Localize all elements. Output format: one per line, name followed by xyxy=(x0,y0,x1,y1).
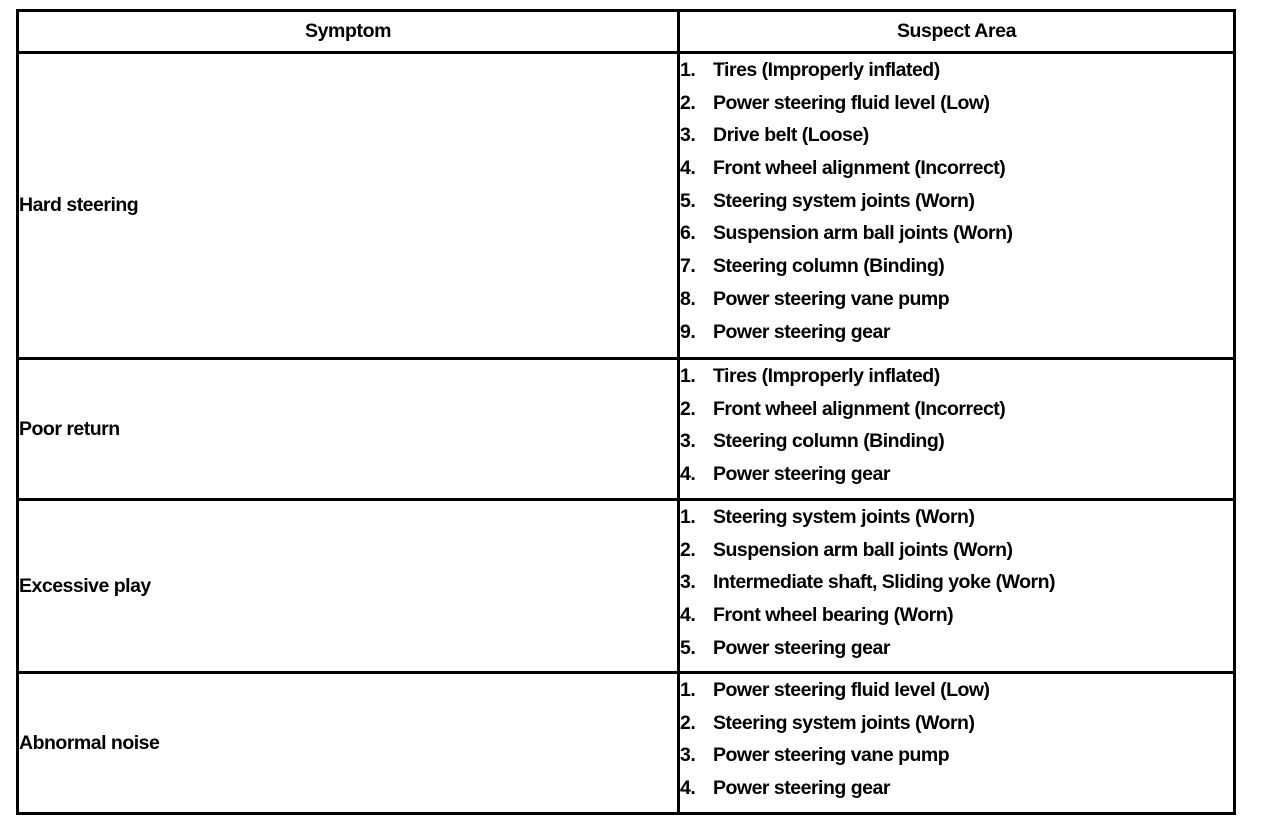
table-row xyxy=(18,500,1235,673)
item-number: 4. xyxy=(680,157,696,180)
list-item xyxy=(680,632,1233,665)
item-number: 5. xyxy=(680,636,696,659)
item-number: 7. xyxy=(680,255,696,278)
list-item xyxy=(680,87,1233,120)
item-number: 2. xyxy=(680,91,696,114)
suspect-area-cell xyxy=(679,359,1235,500)
item-text: Front wheel alignment (Incorrect) xyxy=(713,397,1006,420)
item-text: Steering system joints (Worn) xyxy=(713,711,975,734)
item-text: Power steering vane pump xyxy=(713,744,950,767)
item-text: Suspension arm ball joints (Worn) xyxy=(713,222,1013,245)
item-text: Power steering gear xyxy=(713,636,890,659)
list-item xyxy=(680,599,1233,632)
symptom-header: Symptom xyxy=(18,11,679,53)
list-item xyxy=(680,119,1233,152)
list-item xyxy=(680,54,1233,87)
item-number: 3. xyxy=(680,744,696,767)
list-item xyxy=(680,739,1233,772)
suspect-area-cell xyxy=(679,53,1235,359)
item-number: 3. xyxy=(680,571,696,594)
list-item xyxy=(680,674,1233,707)
list-item xyxy=(680,360,1233,393)
suspect-area-list xyxy=(680,54,1233,348)
item-number: 4. xyxy=(680,463,696,486)
suspect-area-cell xyxy=(679,500,1235,673)
item-text: Front wheel alignment (Incorrect) xyxy=(713,157,1006,180)
list-item xyxy=(680,250,1233,283)
list-item xyxy=(680,217,1233,250)
item-text: Steering column (Binding) xyxy=(713,430,945,453)
item-number: 3. xyxy=(680,430,696,453)
suspect-area-list xyxy=(680,674,1233,805)
header-row xyxy=(18,11,1235,53)
item-number: 9. xyxy=(680,320,696,343)
list-item xyxy=(680,425,1233,458)
item-number: 2. xyxy=(680,538,696,561)
symptom-cell: Abnormal noise xyxy=(18,673,679,814)
symptom-table xyxy=(16,9,1236,815)
item-number: 1. xyxy=(680,365,696,387)
list-item xyxy=(680,152,1233,185)
list-item xyxy=(680,501,1233,534)
list-item xyxy=(680,316,1233,349)
suspect-area-list xyxy=(680,501,1233,664)
item-text: Steering system joints (Worn) xyxy=(713,506,975,528)
item-text: Power steering fluid level (Low) xyxy=(713,679,990,701)
table-row xyxy=(18,53,1235,359)
item-text: Power steering gear xyxy=(713,463,890,486)
item-text: Drive belt (Loose) xyxy=(713,124,869,147)
symptom-cell: Excessive play xyxy=(18,500,679,673)
item-text: Power steering gear xyxy=(713,777,890,800)
table-row xyxy=(18,673,1235,814)
table-row xyxy=(18,359,1235,500)
item-number: 1. xyxy=(680,679,696,701)
item-number: 3. xyxy=(680,124,696,147)
item-number: 4. xyxy=(680,777,696,800)
item-text: Intermediate shaft, Sliding yoke (Worn) xyxy=(713,571,1056,594)
list-item xyxy=(680,707,1233,740)
item-number: 2. xyxy=(680,397,696,420)
item-text: Steering system joints (Worn) xyxy=(713,189,975,212)
item-number: 1. xyxy=(680,59,696,81)
item-text: Steering column (Binding) xyxy=(713,255,945,278)
item-number: 6. xyxy=(680,222,696,245)
item-text: Power steering fluid level (Low) xyxy=(713,91,990,114)
list-item xyxy=(680,534,1233,567)
item-number: 4. xyxy=(680,604,696,627)
item-text: Power steering gear xyxy=(713,320,890,343)
list-item xyxy=(680,185,1233,218)
suspect-area-header: Suspect Area xyxy=(679,11,1235,53)
item-number: 5. xyxy=(680,189,696,212)
list-item xyxy=(680,458,1233,491)
list-item xyxy=(680,393,1233,426)
symptom-cell: Poor return xyxy=(18,359,679,500)
item-text: Power steering vane pump xyxy=(713,287,950,310)
suspect-area-list xyxy=(680,360,1233,491)
item-number: 2. xyxy=(680,711,696,734)
suspect-area-cell xyxy=(679,673,1235,814)
list-item xyxy=(680,566,1233,599)
list-item xyxy=(680,772,1233,805)
item-text: Tires (Improperly inflated) xyxy=(713,59,940,81)
item-text: Tires (Improperly inflated) xyxy=(713,365,940,387)
item-number: 8. xyxy=(680,287,696,310)
item-number: 1. xyxy=(680,506,696,528)
symptom-cell: Hard steering xyxy=(18,53,679,359)
list-item xyxy=(680,283,1233,316)
item-text: Suspension arm ball joints (Worn) xyxy=(713,538,1013,561)
item-text: Front wheel bearing (Worn) xyxy=(713,604,954,627)
